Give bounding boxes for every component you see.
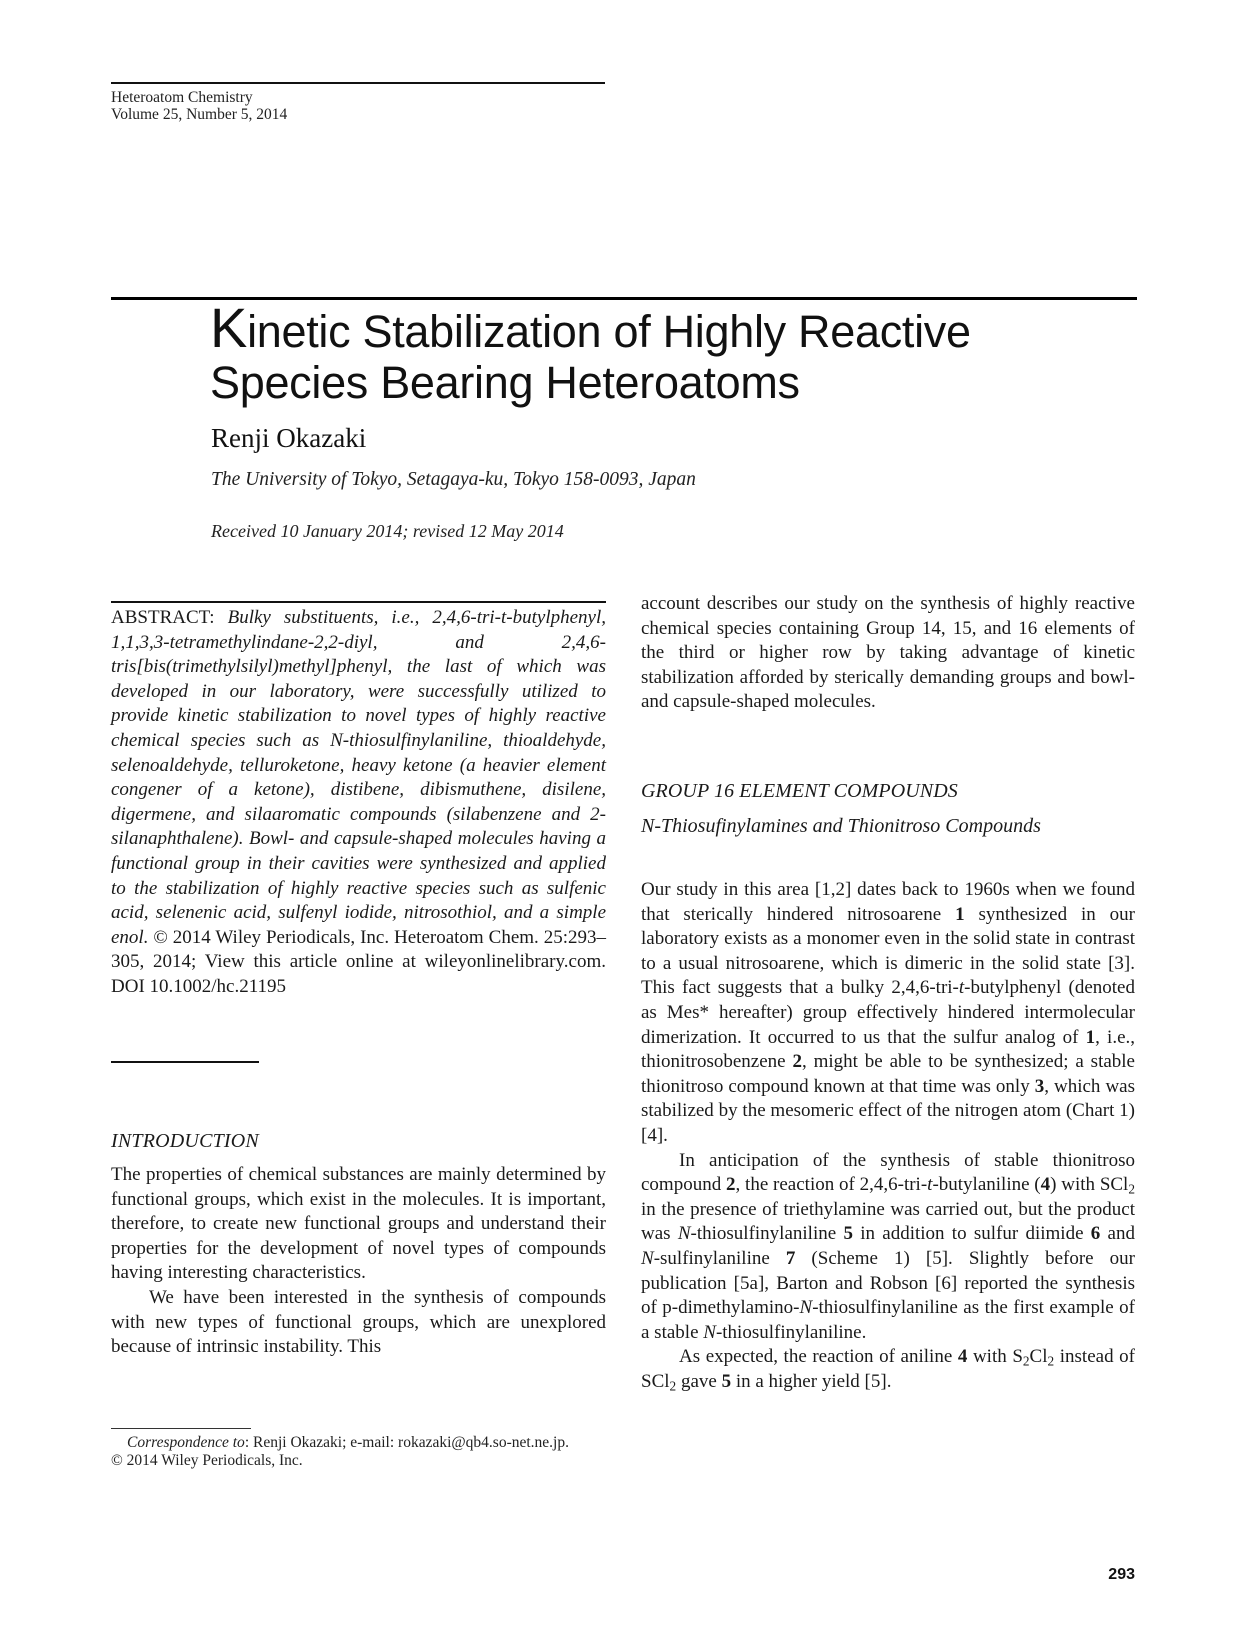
- page-number: 293: [1108, 1566, 1135, 1583]
- introduction-heading: INTRODUCTION: [111, 1130, 259, 1152]
- affiliation: The University of Tokyo, Setagaya-ku, Tokyo 158-0093, Japan: [211, 469, 696, 490]
- title-text: inetic Stabilization of Highly Reactive Species Bearing Heteroatoms: [210, 306, 971, 408]
- header-rule: [111, 82, 605, 84]
- continuation-paragraph: account describes our study on the synthesis of highly reactive chemical species containing Group 14, 15, and 16 elements of the third or higher row by taking advantage of kinetic stabilization afforded by sterically demanding groups and bowl- and capsule-shaped molecules.: [641, 593, 1135, 713]
- footnote-copyright: © 2014 Wiley Periodicals, Inc.: [111, 1452, 303, 1469]
- section-heading: GROUP 16 ELEMENT COMPOUNDS: [641, 780, 958, 802]
- volume-info: Volume 25, Number 5, 2014: [111, 106, 288, 123]
- received-dates: Received 10 January 2014; revised 12 May 2014: [211, 521, 564, 541]
- abstract-label: ABSTRACT:: [111, 607, 215, 628]
- right-column-continuation: [641, 592, 1135, 715]
- title-rule-right: [209, 297, 1137, 300]
- abstract-end-rule: [111, 1061, 259, 1063]
- intro-paragraph-1: The properties of chemical substances are mainly determined by functional groups, which exist in the molecules. It is important, therefore, to create new functional groups and understand their properties for the development of novel types of compounds having interesting characteristics.: [111, 1164, 606, 1284]
- footnote: [111, 1434, 606, 1470]
- abstract-rule: [111, 601, 606, 603]
- title-rule-left: [111, 297, 209, 300]
- journal-header: [111, 89, 287, 123]
- introduction-body: [111, 1163, 606, 1360]
- author-name: Renji Okazaki: [211, 423, 367, 453]
- abstract-text: Bulky substituents, i.e., 2,4,6-tri-t-butylphenyl, 1,1,3,3-tetramethylindane-2,2-diyl, and 2,4,6-tris[bis(trimethylsilyl)methyl]phenyl, the last of which was developed in our laboratory, were successfully utilized to provide kinetic stabilization to novel types of highly reactive chemical species such as N-thiosulfinylaniline, thioaldehyde, selenoaldehyde, telluroketone, heavy ketone (a heavier element congener of a ketone), distibene, dibismuthene, disilene, digermene, and silaaromatic compounds (silabenzene and 2-silanaphthalene). Bowl- and capsule-shaped molecules having a functional group in their cavities were synthesized and applied to the stabilization of highly reactive species such as sulfenic acid, selenenic acid, sulfenyl iodide, nitrosothiol, and a simple enol.: [111, 607, 606, 948]
- correspondence-note: [111, 1434, 606, 1452]
- intro-paragraph-2: We have been interested in the synthesis of compounds with new types of functional groups, which are unexplored because of intrinsic instability. This: [111, 1286, 606, 1358]
- article-title: [210, 296, 1140, 408]
- section-paragraph-3: As expected, the reaction of aniline 4 with $S_2Cl_2$ instead of SCl$_2$ gave 5 in a higher yield [5].: [641, 1346, 1135, 1394]
- abstract-block: [111, 606, 606, 1000]
- correspondence-text: : Renji Okazaki; e-mail: rokazaki@qb4.so-net.ne.jp.: [244, 1434, 569, 1451]
- section-paragraph-1: Our study in this area [1,2] dates back to 1960s when we found that sterically hindered nitrosoarene 1 synthesized in our laboratory exists as a monomer even in the solid state in contrast to a usual nitrosoarene, which is dimeric in the solid state [3]. This fact suggests that a bulky 2,4,6-tri-t-butylphenyl (denoted as Mes* hereafter) group effectively hindered intermolecular dimerization. It occurred to us that the sulfur analog of 1, i.e., thionitrosobenzene 2, might be able to be synthesized; a stable thionitroso compound known at that time was only 3, which was stabilized by the mesomeric effect of the nitrogen atom (Chart 1) [4].: [641, 879, 1135, 1146]
- correspondence-label: Correspondence to: [127, 1434, 245, 1451]
- section-paragraph-2: In anticipation of the synthesis of stable thionitroso compound 2, the reaction of 2,4,6-tri-t-butylaniline (4) with SCl$_2$ in the presence of triethylamine was carried out, but the product was N-thiosulfinylaniline 5 in addition to sulfur diimide 6 and N-sulfinylaniline 7 (Scheme 1) [5]. Slightly before our publication [5a], Barton and Robson [6] reported the synthesis of p-dimethylamino-N-thiosulfinylaniline as the first example of a stable N-thiosulfinylaniline.: [641, 1149, 1136, 1343]
- subsection-heading: N-Thiosufinylamines and Thionitroso Compounds: [641, 815, 1041, 837]
- abstract-copyright: © 2014 Wiley Periodicals, Inc. Heteroatom Chem. 25:293–305, 2014; View this article online at wileyonlinelibrary.com. DOI 10.1002/hc.21195: [111, 926, 606, 997]
- footnote-rule: [111, 1428, 251, 1429]
- section-body: [641, 878, 1135, 1394]
- journal-name: Heteroatom Chemistry: [111, 89, 253, 106]
- title-dropcap: K: [210, 296, 248, 359]
